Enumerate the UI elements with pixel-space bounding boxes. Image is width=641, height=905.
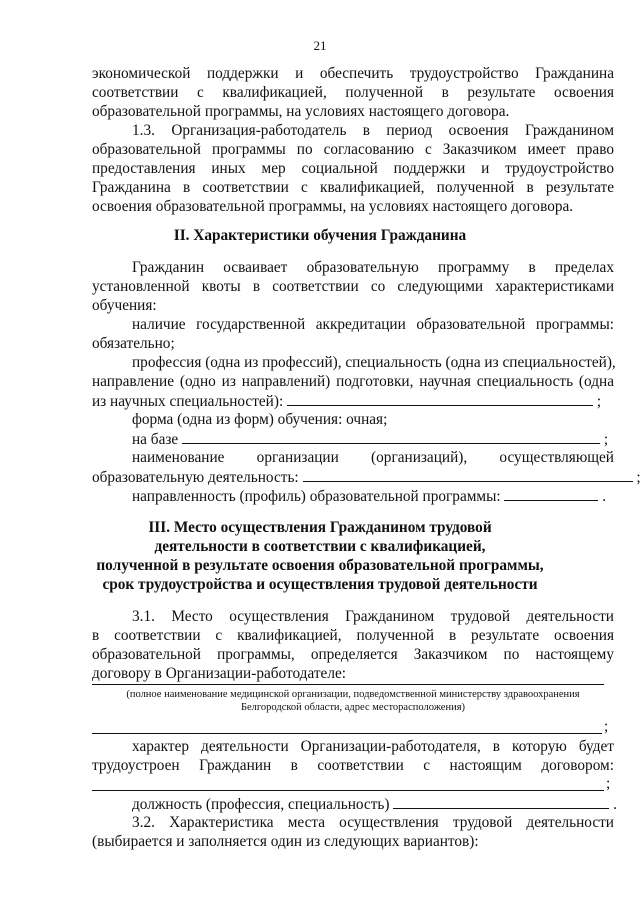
section-3-heading-line: деятельности в соответствии с квалификацией,: [154, 538, 486, 555]
semicolon: ;: [603, 431, 609, 448]
employer-address-blank[interactable]: [92, 733, 602, 734]
semicolon: ;: [596, 393, 602, 410]
basis-line: [132, 429, 614, 449]
basis-blank[interactable]: [182, 429, 600, 444]
section-3-heading-line: полученной в результате освоения образовательной программы,: [96, 557, 544, 574]
paragraph-3-1-start: 3.1. Место осуществления Гражданином трудовой деятельности: [132, 608, 614, 625]
text-line: установленной квоты в соответствии со следующими характеристиками: [92, 278, 614, 295]
text-line: образовательной программы, на условиях настоящего договора.: [92, 103, 510, 120]
profile-line: [132, 486, 614, 506]
specialty-line: [92, 391, 614, 411]
organization-blank[interactable]: [303, 467, 633, 482]
section-2-heading: II. Характеристики обучения Гражданина: [173, 227, 467, 244]
section-3-heading-line: срок трудоустройства и осуществления трудовой деятельности: [102, 576, 538, 593]
text-line: предоставления иных мер социальной поддержки и трудоустройство: [92, 160, 614, 177]
specialty-label: из научных специальностей):: [92, 393, 284, 410]
text-line: обязательно;: [92, 335, 175, 352]
text-line: наименование организации (организаций), осуществляющей: [132, 449, 614, 466]
position-line: [132, 794, 617, 814]
text-line: договору в Организации-работодателе:: [92, 665, 347, 682]
period: .: [613, 796, 617, 813]
text-line: обучения:: [92, 297, 157, 314]
activity-nature-blank[interactable]: [92, 790, 604, 791]
text-line: экономической поддержки и обеспечить трудоустройство Гражданина: [92, 65, 614, 82]
page-number: 21: [313, 38, 327, 53]
text-line: форма (одна из форм) обучения: очная;: [132, 411, 388, 428]
text-line: освоения образовательной программы, на условиях настоящего договора.: [92, 198, 574, 215]
text-line: профессия (одна из профессий), специальность (одна из специальностей),: [132, 354, 616, 371]
organization-label: образовательную деятельность:: [92, 469, 299, 486]
profile-blank[interactable]: [504, 486, 598, 501]
specialty-blank[interactable]: [287, 391, 593, 406]
profile-label: направленность (профиль) образовательной программы:: [132, 488, 501, 505]
organization-line: [92, 467, 641, 487]
text-line: наличие государственной аккредитации образовательной программы:: [132, 316, 614, 333]
semicolon: ;: [604, 718, 609, 735]
period: .: [602, 488, 607, 505]
text-line: трудоустроен Гражданин в соответствии с настоящим договором:: [92, 757, 614, 774]
position-blank[interactable]: [393, 794, 609, 809]
section-3-heading-line: III. Место осуществления Гражданином трудовой: [148, 519, 492, 536]
semicolon: ;: [636, 469, 641, 486]
text-line: в соответствии с квалификацией, полученной в результате освоения: [92, 627, 614, 644]
text-line: образовательной программы по согласованию с Заказчиком имеет право: [92, 141, 614, 158]
employer-name-blank[interactable]: [92, 684, 604, 685]
text-line: направление (одно из направлений) подготовки, научная специальность (одна: [92, 373, 614, 390]
text-line: характер деятельности Организации-работодателя, в которую будет: [132, 738, 614, 755]
basis-label: на базе: [132, 431, 179, 448]
position-label: должность (профессия, специальность): [132, 796, 390, 813]
text-line: образовательной программы, определяется Заказчиком по настоящему: [92, 646, 614, 663]
semicolon: ;: [606, 775, 611, 792]
blank-caption: Белгородской области, адрес месторасположения): [240, 702, 466, 713]
text-line: Гражданина в соответствии с квалификацией, полученной в результате: [92, 179, 614, 196]
text-line: (выбирается и заполняется один из следующих вариантов):: [92, 833, 479, 850]
paragraph-3-2-start: 3.2. Характеристика места осуществления трудовой деятельности: [132, 814, 614, 831]
text-line: Гражданин осваивает образовательную программу в пределах: [132, 259, 614, 276]
blank-caption: (полное наименование медицинской организации, подведомственной министерству здравоохранения: [126, 689, 580, 700]
paragraph-1-3-start: 1.3. Организация-работодатель в период освоения Гражданином: [132, 122, 614, 139]
text-line: соответствии с квалификацией, полученной в результате освоения: [92, 84, 614, 101]
